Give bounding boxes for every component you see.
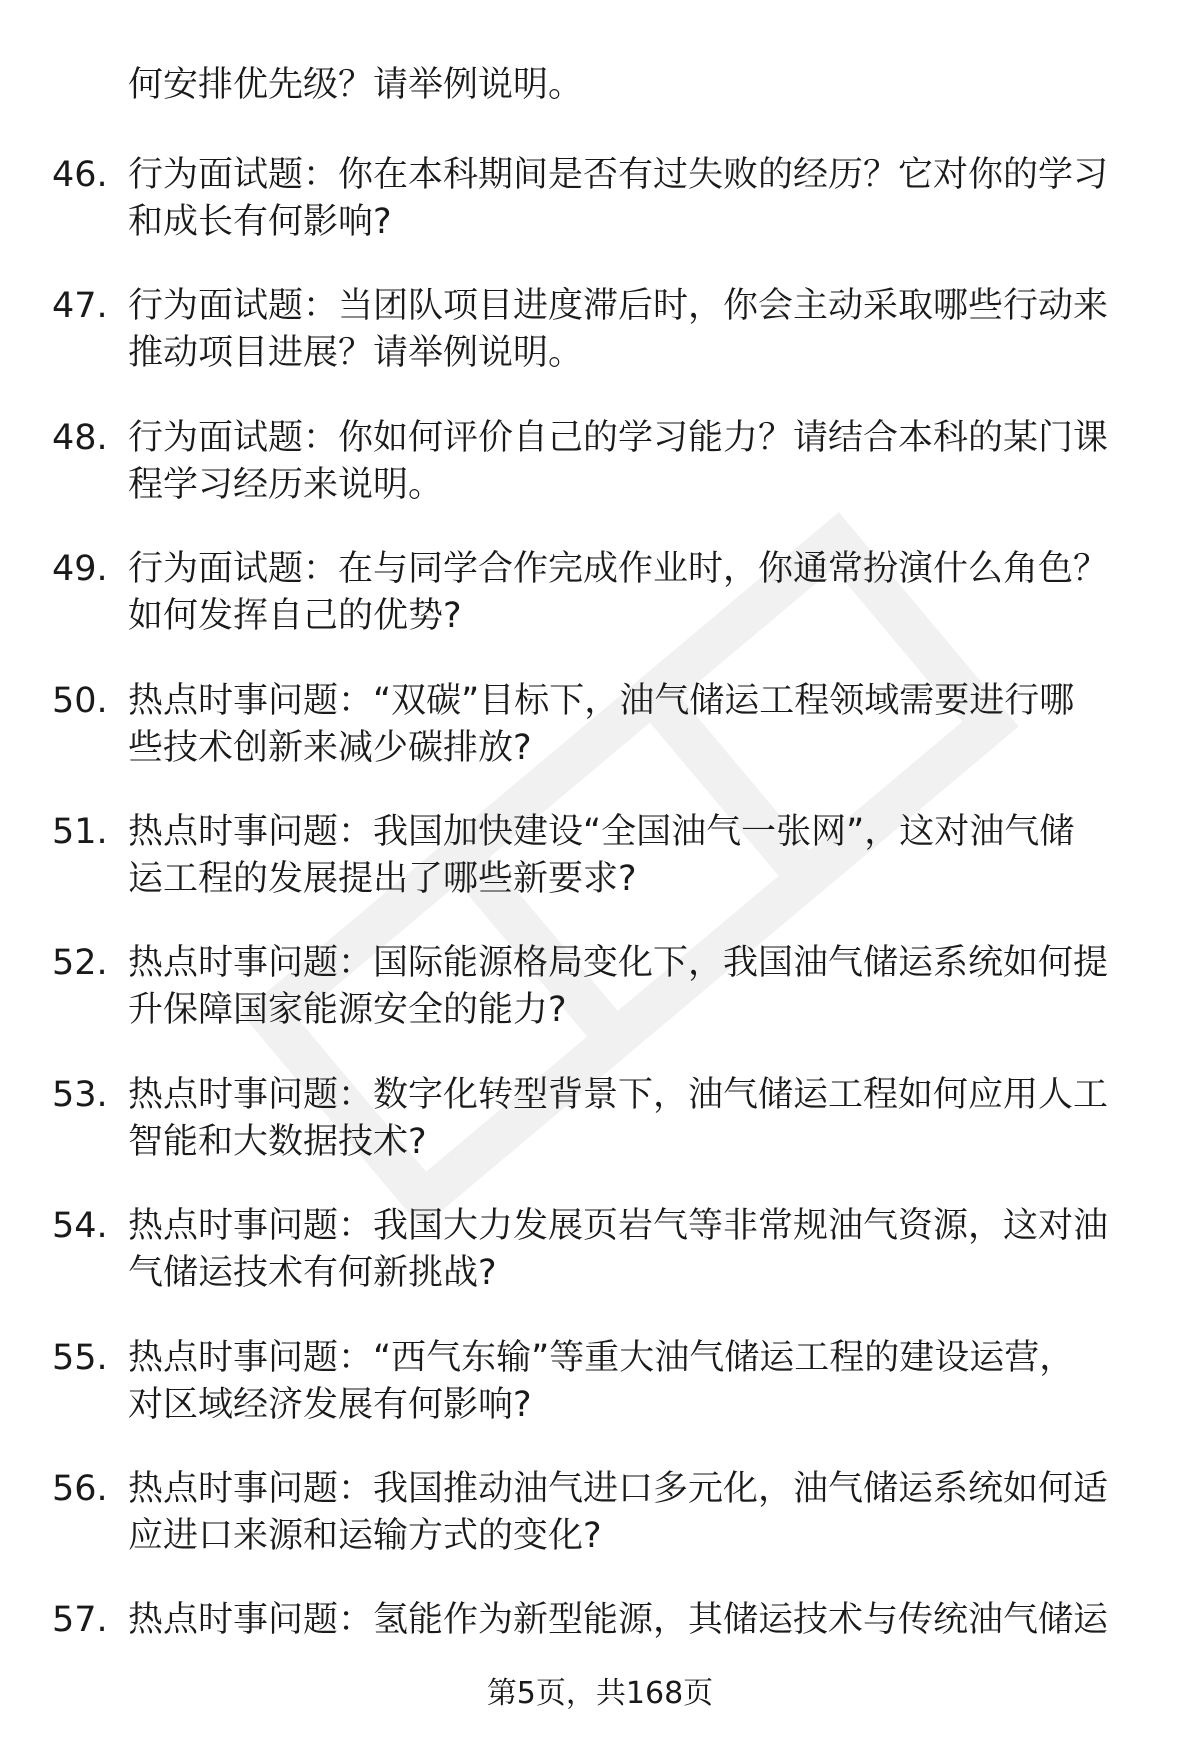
question-text-line: 如何发挥自己的优势?: [128, 596, 462, 637]
question-text-line: 气储运技术有何新挑战?: [128, 1253, 497, 1294]
question-text-line: 对区域经济发展有何影响?: [128, 1384, 532, 1425]
question-text-line: 些技术创新来减少碳排放?: [128, 727, 532, 768]
item-number: 56.: [52, 1469, 108, 1509]
question-text-line: 运工程的发展提出了哪些新要求?: [128, 859, 637, 899]
question-text-line: 热点时事问题：我国加快建设“全国油气一张网”，这对油气储: [128, 812, 1075, 852]
question-text-line: 升保障国家能源安全的能力?: [128, 990, 567, 1031]
item-number: 50.: [52, 680, 108, 721]
question-text-line: 热点时事问题：氢能作为新型能源，其储运技术与传统油气储运: [128, 1600, 1109, 1641]
question-text-line: 应进口来源和运输方式的变化?: [128, 1516, 602, 1556]
item-number: 48.: [52, 417, 108, 458]
item-number: 46.: [52, 155, 108, 195]
question-text-line: 热点时事问题：“双碳”目标下，油气储运工程领域需要进行哪: [128, 680, 1075, 721]
question-text-line: 行为面试题：在与同学合作完成作业时，你通常扮演什么角色？: [128, 549, 1109, 590]
continuation-line: 何安排优先级？请举例说明。: [128, 65, 584, 105]
question-text-line: 热点时事问题：数字化转型背景下，油气储运工程如何应用人工: [128, 1074, 1109, 1115]
question-text-line: 推动项目进展？请举例说明。: [128, 333, 584, 374]
item-number: 53.: [52, 1074, 108, 1115]
item-number: 49.: [52, 549, 108, 590]
question-text-line: 热点时事问题：国际能源格局变化下，我国油气储运系统如何提: [128, 943, 1109, 984]
item-number: 55.: [52, 1337, 108, 1378]
question-text-line: 智能和大数据技术?: [128, 1121, 427, 1162]
item-number: 51.: [52, 812, 108, 852]
item-number: 52.: [52, 943, 108, 984]
page-footer: 第5页，共168页: [486, 1676, 714, 1711]
question-text-line: 热点时事问题：我国推动油气进口多元化，油气储运系统如何适: [128, 1469, 1109, 1509]
question-text-line: 和成长有何影响?: [128, 202, 392, 242]
question-text-line: 行为面试题：当团队项目进度滞后时，你会主动采取哪些行动来: [128, 286, 1109, 327]
question-text-line: 行为面试题：你如何评价自己的学习能力？请结合本科的某门课: [128, 417, 1109, 458]
question-text-line: 行为面试题：你在本科期间是否有过失败的经历？它对你的学习: [128, 155, 1109, 195]
item-number: 47.: [52, 286, 108, 327]
item-number: 57.: [52, 1600, 108, 1641]
question-text-line: 热点时事问题：“西气东输”等重大油气储运工程的建设运营，: [128, 1337, 1075, 1378]
question-text-line: 热点时事问题：我国大力发展页岩气等非常规油气资源，这对油: [128, 1206, 1109, 1247]
item-number: 54.: [52, 1206, 108, 1247]
question-text-line: 程学习经历来说明。: [128, 464, 444, 505]
